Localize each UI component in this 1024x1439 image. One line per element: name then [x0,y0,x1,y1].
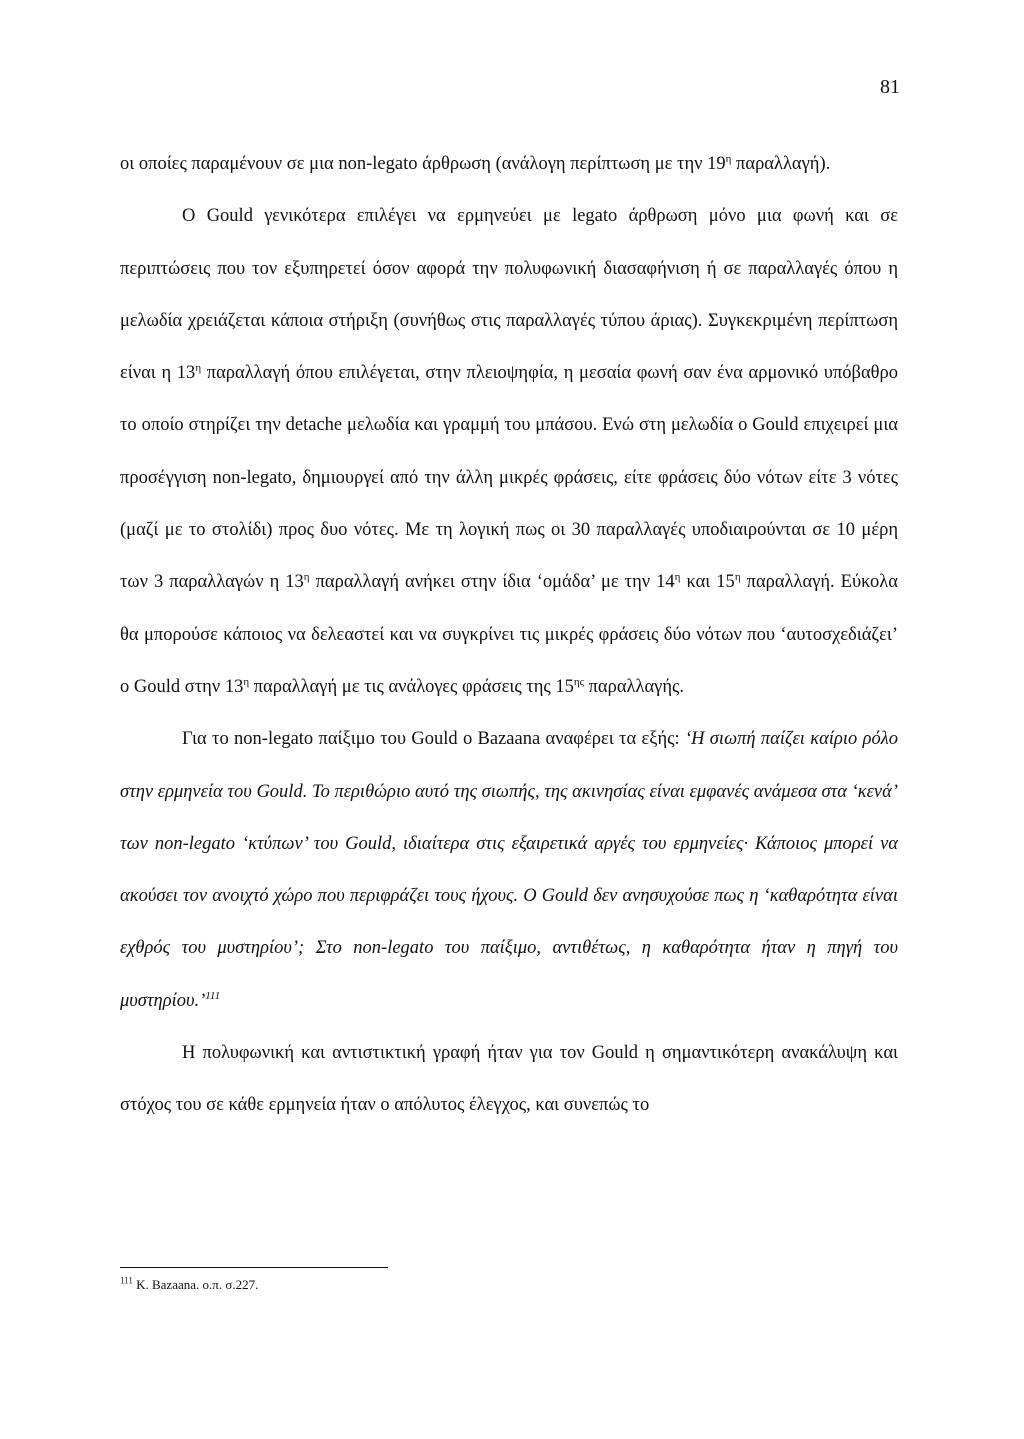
text: παραλλαγή). [731,154,831,174]
footnote-divider [120,1267,388,1268]
block-quote: ‘Η σιωπή παίζει καίριο ρόλο στην ερμηνεία του Gould. Το περιθώριο αυτό της σιωπής, της ακινησίας είναι εμφανές ανάμεσα στα ‘κενά’ των non-legato ‘κτύπων’ του Gould, ιδιαίτερα στις εξαιρετικά αργές του ερμηνείες· Κάποιος μπορεί να ακούσει τον ανοιχτό χώρο που περιφράζει τους ήχους. Ο Gould δεν ανησυχούσε πως η ‘καθαρότητα είναι εχθρός του μυστηρίου’; Στο non-legato του παίξιμο, αντιθέτως, η καθαρότητα ήταν η πηγή του μυστηρίου.’ [120,729,898,1011]
footnote-text: K. Bazaana. ο.π. σ.227. [132,1277,259,1292]
page-number: 81 [880,76,900,98]
superscript: η [195,362,202,375]
superscript: η [674,571,681,584]
text: Για το non-legato παίξιμο του Gould ο Bazaana αναφέρει τα εξής: [182,729,685,750]
superscript: η [243,675,250,688]
text: παραλλαγή. Εύκολα θα μπορούσε κάποιος να δελεαστεί και να συγκρίνει τις μικρές φράσεις δύο νότων που ‘αυτοσχεδιάζει’ ο Gould στην 13 [120,572,898,697]
text: Ο Gould γενικότερα επιλέγει να ερμηνεύει με legato άρθρωση μόνο μια φωνή και σε περιπτώσεις που τον εξυπηρετεί όσον αφορά την πολυφωνική διασαφήνιση ή σε παραλλαγές όπου η μελωδία χρειάζεται κάποια στήριξη (συνήθως στις παραλλαγές τύπου άριας). Συγκεκριμένη περίπτωση είναι η 13 [120,206,898,384]
superscript: η [303,571,310,584]
text: και 15 [680,572,735,593]
paragraph-4 [120,1027,898,1132]
text: παραλλαγή όπου επιλέγεται, στην πλειοψηφία, η μεσαία φωνή σαν ένα αρμονικό υπόβαθρο το οποίο στηρίζει την detache μελωδία και γραμμή του μπάσου. Ενώ στη μελωδία ο Gould επιχειρεί μια προσέγγιση non-legato, δημιουργεί από την άλλη μικρές φράσεις, είτε φράσεις δύο νότων είτε 3 νότες (μαζί με το στολίδι) προς δυο νότες. Με τη λογική πως οι 30 παραλλαγές υποδιαιρούνται σε 10 μέρη των 3 παραλλαγών η 13 [120,363,898,593]
paragraph-1 [120,138,898,190]
paragraph-3 [120,713,898,1027]
text: Η πολυφωνική και αντιστικτική γραφή ήταν για τον Gould η σημαντικότερη ανακάλυψη και στόχος του σε κάθε ερμηνεία ήταν ο απόλυτος έλεγχος, και συνεπώς το [120,1043,898,1116]
footnote-reference: 111 [205,989,221,1002]
footnote [120,1277,258,1293]
text: παραλλαγή ανήκει στην ίδια ‘ομάδα’ με την 14 [309,572,675,593]
superscript: η [725,152,732,165]
text: παραλλαγή με τις ανάλογες φράσεις της 15 [249,676,574,697]
body-text [120,138,898,1132]
paragraph-2 [120,190,898,713]
superscript: ης [573,675,584,688]
text: οι οποίες παραμένουν σε μια non-legato άρθρωση (ανάλογη περίπτωση με την 19 [120,154,726,174]
footnote-number: 111 [120,1275,133,1286]
superscript: η [734,571,741,584]
text: παραλλαγής. [583,676,684,697]
